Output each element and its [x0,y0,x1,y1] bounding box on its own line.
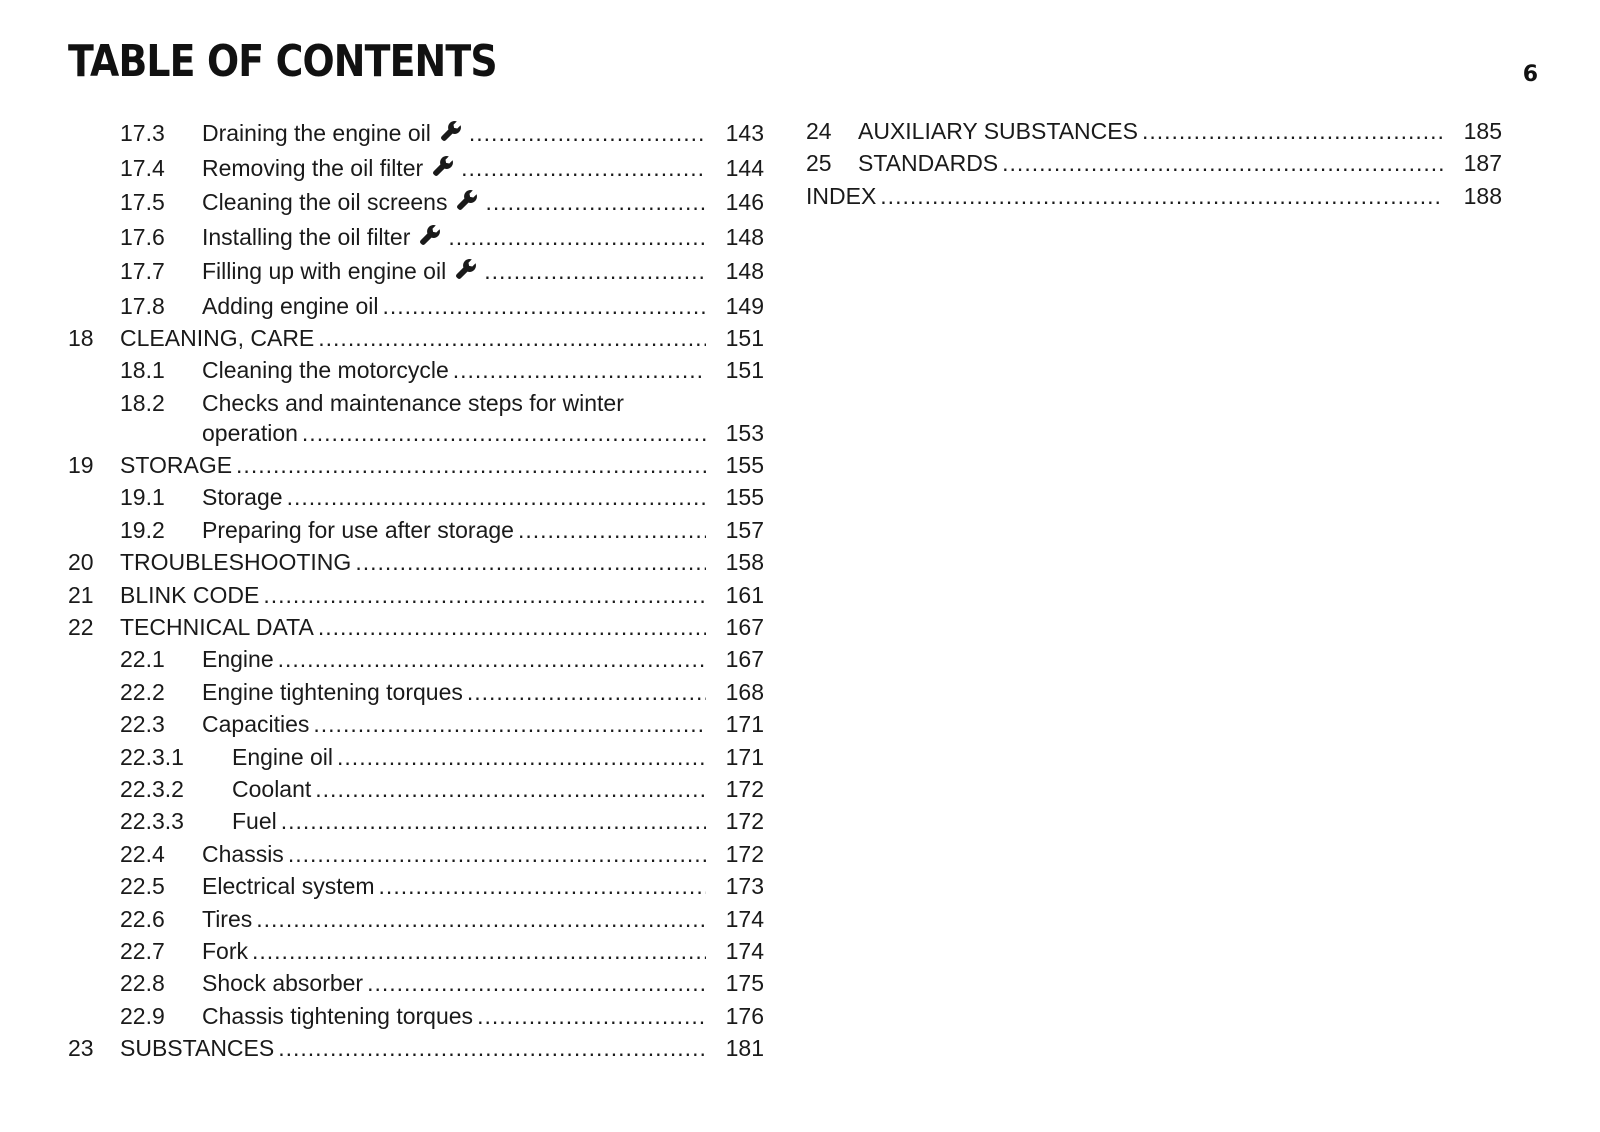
toc-entry-number: 22.7 [120,937,165,964]
toc-entry-page: 161 [725,581,764,608]
toc-right-column [806,116,1502,213]
toc-entry-number: 18 [68,324,94,351]
toc-entry-page: 149 [725,292,764,319]
dot-leader [382,291,706,321]
dot-leader [448,222,706,252]
toc-entry[interactable] [68,1001,764,1031]
dot-leader [337,742,706,772]
toc-entry-page: 146 [725,189,764,215]
dot-leader [484,256,706,286]
toc-entry-page: 168 [725,678,764,705]
toc-entry-number: 20 [68,549,94,576]
dot-leader [252,936,706,966]
dot-leader [278,644,706,674]
toc-entry-page: 167 [725,646,764,673]
toc-entry-page: 153 [725,419,764,446]
toc-entry[interactable] [68,1033,764,1063]
dot-leader [278,1033,706,1063]
toc-entry-title: Preparing for use after storage [202,516,514,543]
dot-leader [367,968,706,998]
dot-leader [461,153,706,183]
toc-entry-title: Capacities [202,711,310,738]
page-number: 6 [1522,62,1538,87]
toc-entry-number: 17.4 [120,154,165,181]
toc-entry[interactable] [68,839,764,869]
toc-entry-number: 22.2 [120,678,165,705]
dot-leader [315,774,706,804]
toc-entry-page: 172 [725,775,764,802]
toc-entry-number: 18.1 [120,357,165,384]
toc-entry-page: 151 [725,357,764,384]
toc-entry[interactable] [68,806,764,836]
toc-entry[interactable] [68,256,764,286]
toc-entry-page: 155 [725,452,764,479]
toc-entry[interactable] [68,515,764,545]
toc-entry-title: Engine tightening torques [202,678,463,705]
dot-leader [379,871,706,901]
toc-entry[interactable] [68,291,764,321]
toc-entry-number: 22.3 [120,711,165,738]
toc-entry-title: TROUBLESHOOTING [120,549,352,576]
dot-leader [467,677,706,707]
toc-entry-page: 174 [725,937,764,964]
toc-entry-title: Filling up with engine oil [202,258,447,284]
toc-entry-number: 22.3.3 [120,808,184,835]
toc-entry-number: 17.3 [120,120,165,146]
wrench-icon [439,119,463,143]
toc-entry-title: Fork [202,937,248,964]
toc-entry-title: BLINK CODE [120,581,260,608]
dot-leader [1142,116,1444,146]
dot-leader [288,839,706,869]
toc-entry-title: Tires [202,905,253,932]
page-title: TABLE OF CONTENTS [68,36,497,87]
dot-leader [256,904,706,934]
toc-entry-page: 174 [725,905,764,932]
toc-entry-number: 22.6 [120,905,165,932]
toc-entry-title: Shock absorber [202,970,364,997]
toc-entry-number: 25 [806,150,832,177]
toc-entry[interactable] [806,116,1502,146]
toc-entry-number: 22.4 [120,840,165,867]
toc-entry-page: 144 [725,154,764,181]
toc-entry-number: 24 [806,118,832,144]
toc-entry-page: 171 [725,711,764,738]
toc-entry[interactable] [68,355,764,385]
toc-entry[interactable] [68,871,764,901]
toc-entry-page: 158 [725,549,764,576]
toc-entry-page: 172 [725,808,764,835]
toc-entry[interactable] [68,644,764,674]
toc-entry-title: Engine oil [232,743,334,770]
toc-entry-title: Chassis [202,840,284,867]
dot-leader [880,181,1444,211]
toc-entry[interactable] [68,118,764,148]
toc-entry-title: Draining the engine oil [202,120,431,146]
toc-entry[interactable] [68,677,764,707]
toc-left-column [68,118,764,1065]
toc-entry-page: 157 [725,516,764,543]
dot-leader [518,515,706,545]
toc-entry-title: Fuel [232,808,277,835]
toc-entry-page: 181 [725,1035,764,1062]
toc-entry-number: 19 [68,452,94,479]
toc-entry[interactable] [68,547,764,577]
toc-entry-number: 22.3.1 [120,743,184,770]
toc-entry-number: 17.6 [120,223,165,250]
dot-leader [1002,148,1444,178]
toc-entry-title: Adding engine oil [202,292,379,319]
toc-entry-title: Electrical system [202,873,375,900]
toc-entry-page: 172 [725,840,764,867]
toc-entry-title: Cleaning the oil screens [202,189,448,215]
toc-entry-page: 173 [725,873,764,900]
toc-entry-page: 148 [725,223,764,250]
toc-entry-page: 155 [725,484,764,511]
toc-entry-page: 171 [725,743,764,770]
wrench-icon [431,154,455,178]
toc-entry-title: Storage [202,484,283,511]
toc-entry[interactable] [806,181,1502,211]
toc-entry-number: 17.7 [120,258,165,284]
toc-entry-number: 22.3.2 [120,775,184,802]
toc-entry-number: 17.5 [120,189,165,215]
toc-entry[interactable] [68,612,764,642]
toc-entry-title: Checks and maintenance steps for winter [202,389,624,416]
toc-entry-page: 148 [725,258,764,284]
toc-entry-title: Coolant [232,775,312,802]
toc-entry[interactable] [68,388,764,448]
toc-entry-page: 185 [1463,118,1502,144]
toc-entry[interactable] [68,774,764,804]
dot-leader [313,709,706,739]
toc-entry[interactable] [68,153,764,183]
toc-entry-page: 143 [725,120,764,146]
toc-entry[interactable] [68,222,764,252]
dot-leader [281,806,706,836]
toc-entry-title: CLEANING, CARE [120,324,315,351]
toc-entry[interactable] [68,323,764,353]
toc-entry-page: 175 [725,970,764,997]
toc-entry[interactable] [68,968,764,998]
toc-entry-title: AUXILIARY SUBSTANCES [858,118,1138,144]
dot-leader [302,418,706,448]
wrench-icon [418,223,442,247]
toc-entry-page: 176 [725,1002,764,1029]
dot-leader [477,1001,706,1031]
dot-leader [469,118,706,148]
toc-entry-title: SUBSTANCES [120,1035,275,1062]
dot-leader [355,547,706,577]
toc-entry-title-continued: operation [202,419,298,446]
toc-entry-number: 22.9 [120,1002,165,1029]
toc-entry[interactable] [806,148,1502,178]
dot-leader [263,580,706,610]
toc-entry-number: 22 [68,614,94,641]
wrench-icon [454,257,478,281]
dot-leader [485,187,706,217]
toc-entry[interactable] [68,187,764,217]
toc-entry-page: 167 [725,614,764,641]
dot-leader [318,612,706,642]
toc-entry[interactable] [68,580,764,610]
toc-entry-page: 188 [1463,182,1502,209]
toc-entry[interactable] [68,709,764,739]
toc-entry-title: Removing the oil filter [202,154,424,181]
toc-entry-number: 21 [68,581,94,608]
toc-entry-title: Engine [202,646,274,673]
toc-entry-number: 19.1 [120,484,165,511]
toc-entry-number: 17.8 [120,292,165,319]
toc-entry-title: TECHNICAL DATA [120,614,314,641]
toc-entry-title: Installing the oil filter [202,223,411,250]
toc-entry-title: STANDARDS [858,150,999,177]
dot-leader [236,450,706,480]
dot-leader [318,323,706,353]
toc-entry-title: Chassis tightening torques [202,1002,474,1029]
wrench-icon [455,188,479,212]
dot-leader [287,482,706,512]
toc-entry-title: INDEX [806,182,877,209]
toc-entry-number: 18.2 [120,389,165,416]
toc-entry-page: 187 [1463,150,1502,177]
toc-entry-number: 19.2 [120,516,165,543]
toc-entry[interactable] [68,936,764,966]
toc-entry[interactable] [68,482,764,512]
toc-entry-title: Cleaning the motorcycle [202,357,449,384]
toc-entry-number: 22.5 [120,873,165,900]
toc-entry-title: STORAGE [120,452,233,479]
dot-leader [453,355,706,385]
toc-entry-number: 22.1 [120,646,165,673]
toc-entry[interactable] [68,450,764,480]
toc-entry-number: 22.8 [120,970,165,997]
toc-entry-page: 151 [725,324,764,351]
toc-entry[interactable] [68,742,764,772]
toc-entry-number: 23 [68,1035,94,1062]
toc-entry[interactable] [68,904,764,934]
